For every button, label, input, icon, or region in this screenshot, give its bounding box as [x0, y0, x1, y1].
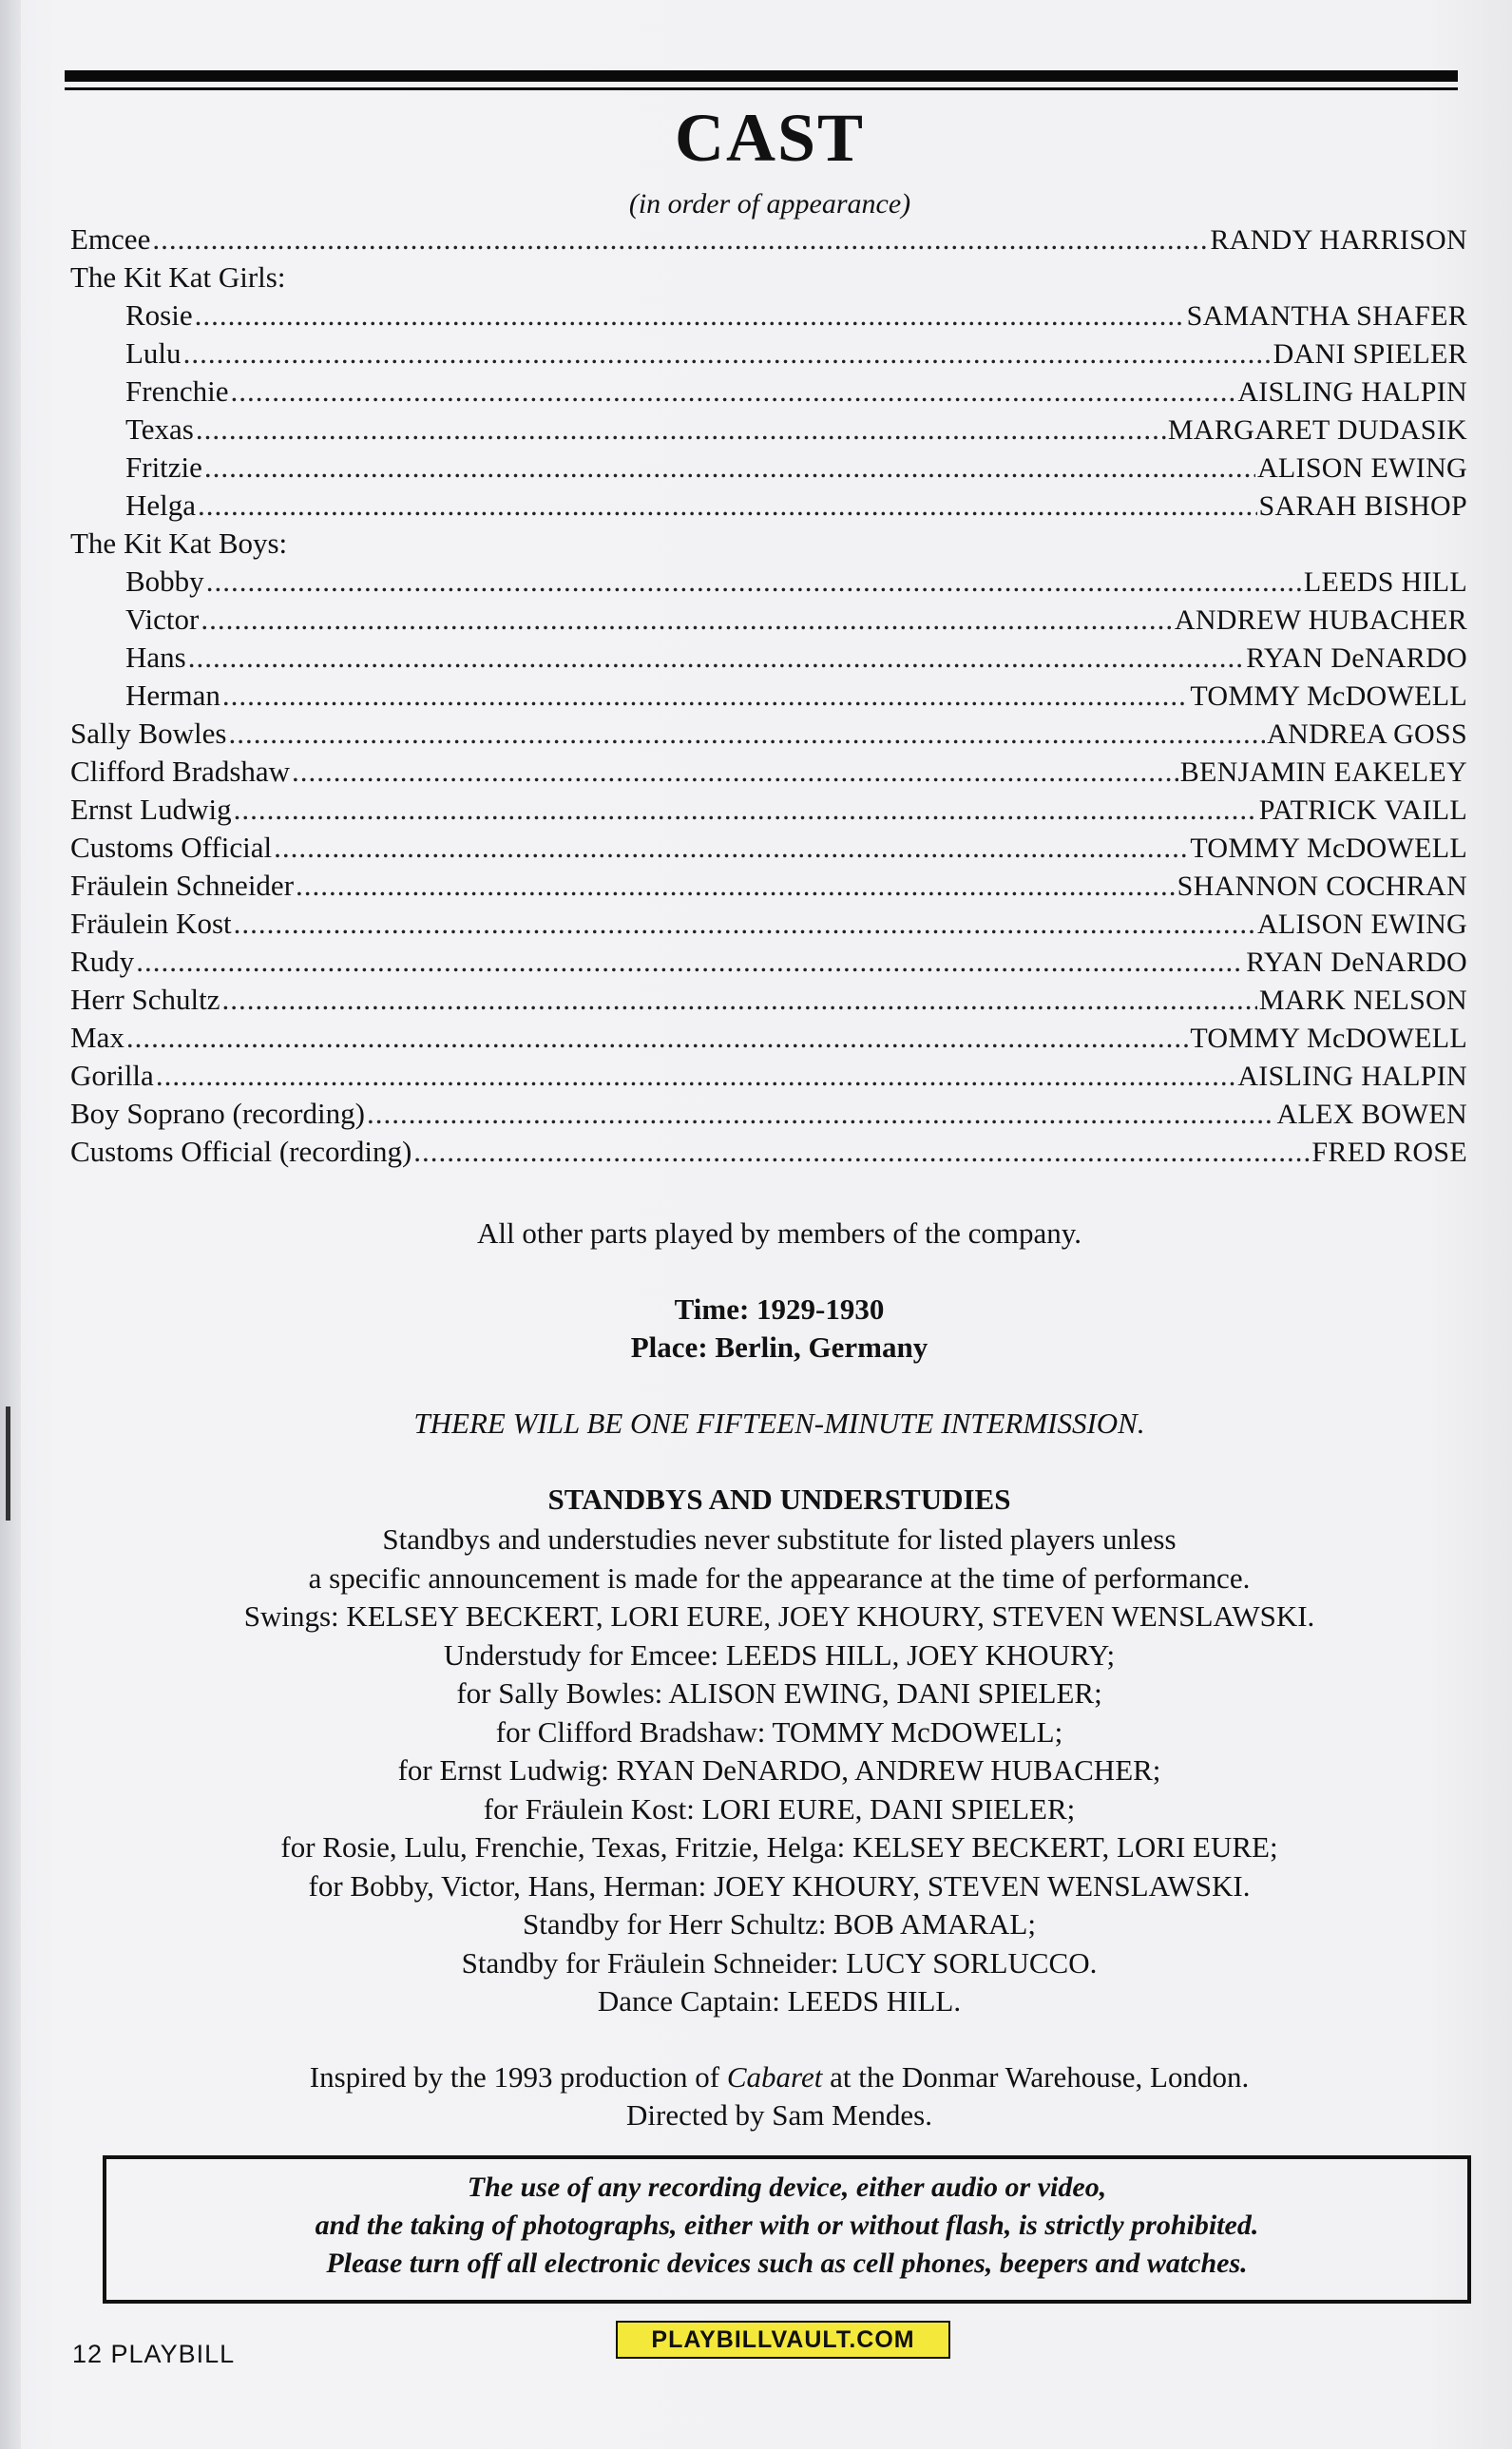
- cast-role: Gorilla: [70, 1059, 154, 1092]
- standby-line: for Fräulein Kost: LORI EURE, DANI SPIELER;: [483, 1791, 1076, 1826]
- notice-line-3: Please turn off all electronic devices such as cell phones, beepers and watches.: [326, 2248, 1248, 2279]
- cast-role: Fräulein Kost: [70, 907, 232, 940]
- standby-line: Dance Captain: LEEDS HILL.: [597, 1984, 962, 2018]
- cast-actor: ANDREW HUBACHER: [1174, 604, 1467, 636]
- cast-actor: DANI SPIELER: [1273, 338, 1467, 370]
- cast-role: Fritzie: [125, 450, 202, 484]
- place-line: Place: Berlin, Germany: [630, 1330, 928, 1364]
- dot-leader: [195, 297, 1185, 335]
- cast-role: Emcee: [70, 222, 151, 256]
- cast-role: Bobby: [125, 564, 204, 598]
- dot-leader: [183, 335, 1272, 373]
- company-note: All other parts played by members of the company.: [477, 1216, 1081, 1250]
- cast-actor: MARK NELSON: [1258, 985, 1467, 1016]
- cast-row: [125, 449, 1467, 487]
- dot-leader: [126, 1019, 1189, 1057]
- cast-actor: PATRICK VAILL: [1258, 794, 1467, 826]
- cast-group-heading: The Kit Kat Girls:: [70, 260, 286, 294]
- cast-row: [125, 601, 1467, 639]
- cast-role: Texas: [125, 412, 194, 446]
- cast-row: [70, 981, 1467, 1019]
- cast-role: Rudy: [70, 945, 135, 978]
- cast-actor: ALISON EWING: [1256, 909, 1467, 940]
- dot-leader: [206, 563, 1302, 601]
- cast-role: Clifford Bradshaw: [70, 755, 291, 788]
- intermission-note: THERE WILL BE ONE FIFTEEN-MINUTE INTERMISSION.: [413, 1406, 1145, 1440]
- cast-actor: RYAN DeNARDO: [1246, 642, 1467, 674]
- cast-role: Helga: [125, 488, 197, 522]
- cast-actor: TOMMY McDOWELL: [1190, 832, 1467, 864]
- cast-row: [70, 829, 1467, 867]
- cast-actor: AISLING HALPIN: [1237, 1061, 1467, 1092]
- cast-row: [70, 715, 1467, 753]
- cast-role: Hans: [125, 641, 186, 674]
- standby-line: Understudy for Emcee: LEEDS HILL, JOEY KHOURY;: [443, 1637, 1116, 1672]
- cast-actor: TOMMY McDOWELL: [1190, 1023, 1467, 1054]
- cast-actor: ALISON EWING: [1256, 452, 1467, 484]
- standby-line: for Rosie, Lulu, Frenchie, Texas, Fritzie, Helga: KELSEY BECKERT, LORI EURE;: [280, 1830, 1278, 1864]
- cast-role: Fräulein Schneider: [70, 869, 295, 902]
- cast-row: [125, 297, 1467, 335]
- cast-actor: RYAN DeNARDO: [1246, 947, 1467, 978]
- dot-leader: [274, 829, 1188, 867]
- cast-role: Frenchie: [125, 374, 229, 408]
- page-title: CAST: [674, 100, 866, 176]
- standby-line: for Bobby, Victor, Hans, Herman: JOEY KHOURY, STEVEN WENSLAWSKI.: [308, 1868, 1251, 1903]
- standby-line: Swings: KELSEY BECKERT, LORI EURE, JOEY KHOURY, STEVEN WENSLAWSKI.: [243, 1599, 1315, 1633]
- cast-actor: LEEDS HILL: [1303, 566, 1467, 598]
- standby-line: for Sally Bowles: ALISON EWING, DANI SPIELER;: [456, 1676, 1102, 1710]
- cast-actor: SHANNON COCHRAN: [1177, 871, 1467, 902]
- dot-leader: [222, 981, 1257, 1019]
- standby-line: for Ernst Ludwig: RYAN DeNARDO, ANDREW HUBACHER;: [397, 1753, 1161, 1787]
- dot-leader: [156, 1057, 1236, 1095]
- header-rule-thin: [65, 87, 1458, 90]
- cast-row: [70, 905, 1467, 943]
- cast-role: Max: [70, 1021, 124, 1054]
- dot-leader: [413, 1133, 1310, 1171]
- cast-group-heading: The Kit Kat Boys:: [70, 526, 288, 560]
- cast-row: [70, 220, 1467, 258]
- cast-row: [70, 1019, 1467, 1057]
- dot-leader: [201, 601, 1173, 639]
- credit-inspired: [0, 2058, 1512, 2096]
- cast-actor: BENJAMIN EAKELEY: [1179, 756, 1467, 788]
- cast-role: Victor: [125, 603, 200, 636]
- cast-row: [125, 411, 1467, 449]
- cast-role: Lulu: [125, 336, 182, 370]
- cast-role: Rosie: [125, 298, 193, 332]
- standby-line: Standby for Fräulein Schneider: LUCY SORLUCCO.: [461, 1945, 1098, 1980]
- cast-row: [70, 791, 1467, 829]
- cast-row: [125, 563, 1467, 601]
- page-number-footer: 12 PLAYBILL: [72, 2340, 236, 2368]
- cast-actor: AISLING HALPIN: [1237, 376, 1467, 408]
- playbillvault-badge[interactable]: PLAYBILLVAULT.COM: [616, 2321, 950, 2359]
- credit-director: Directed by Sam Mendes.: [626, 2098, 932, 2132]
- standby-line: Standby for Herr Schultz: BOB AMARAL;: [523, 1907, 1036, 1941]
- cast-role: Sally Bowles: [70, 717, 227, 750]
- dot-leader: [188, 639, 1245, 677]
- dot-leader: [196, 411, 1166, 449]
- cast-row: [125, 335, 1467, 373]
- dot-leader: [222, 677, 1188, 715]
- dot-leader: [230, 373, 1235, 411]
- credit-inspired-before: Inspired by the 1993 production of: [309, 2060, 727, 2094]
- cast-row: [70, 753, 1467, 791]
- notice-line-2: and the taking of photographs, either with or without flash, is strictly prohibited.: [315, 2210, 1259, 2241]
- credit-inspired-after: at the Donmar Warehouse, London.: [822, 2060, 1250, 2094]
- standbys-heading: STANDBYS AND UNDERSTUDIES: [547, 1483, 1011, 1516]
- cast-row: [70, 1133, 1467, 1171]
- dot-leader: [234, 905, 1255, 943]
- cast-row: [70, 1057, 1467, 1095]
- cast-actor: TOMMY McDOWELL: [1190, 680, 1467, 712]
- cast-role: Herr Schultz: [70, 983, 220, 1016]
- cast-row: [125, 639, 1467, 677]
- page-subtitle: (in order of appearance): [628, 188, 911, 220]
- cast-role: Customs Official (recording): [70, 1135, 412, 1168]
- cast-row: [70, 1095, 1467, 1133]
- header-rule-thick: [65, 70, 1458, 82]
- cast-row: [70, 943, 1467, 981]
- cast-row: [70, 867, 1467, 905]
- dot-leader: [204, 449, 1255, 487]
- standby-line: a specific announcement is made for the appearance at the time of performance.: [308, 1560, 1251, 1595]
- cast-actor: ALEX BOWEN: [1276, 1099, 1467, 1130]
- dot-leader: [292, 753, 1178, 791]
- standby-line: for Clifford Bradshaw: TOMMY McDOWELL;: [495, 1714, 1063, 1749]
- cast-actor: SARAH BISHOP: [1258, 490, 1467, 522]
- cast-actor: FRED ROSE: [1311, 1137, 1467, 1168]
- cast-role: Ernst Ludwig: [70, 793, 232, 826]
- cast-role: Customs Official: [70, 831, 273, 864]
- cast-role: Herman: [125, 679, 220, 712]
- dot-leader: [228, 715, 1265, 753]
- cast-row: [125, 487, 1467, 525]
- dot-leader: [198, 487, 1256, 525]
- dot-leader: [367, 1095, 1275, 1133]
- cast-actor: SAMANTHA SHAFER: [1186, 300, 1467, 332]
- cast-role: Boy Soprano (recording): [70, 1097, 365, 1130]
- cast-actor: MARGARET DUDASIK: [1167, 414, 1467, 446]
- cast-row: [125, 373, 1467, 411]
- cast-actor: RANDY HARRISON: [1210, 224, 1467, 256]
- notice-line-1: The use of any recording device, either audio or video,: [467, 2172, 1107, 2203]
- cast-row: [125, 677, 1467, 715]
- dot-leader: [136, 943, 1244, 981]
- dot-leader: [234, 791, 1257, 829]
- standby-line: Standbys and understudies never substitute for listed players unless: [382, 1522, 1177, 1556]
- cast-actor: ANDREA GOSS: [1267, 718, 1467, 750]
- credit-show-title: Cabaret: [726, 2060, 823, 2094]
- time-line: Time: 1929-1930: [674, 1292, 885, 1326]
- dot-leader: [296, 867, 1176, 905]
- dot-leader: [152, 220, 1208, 258]
